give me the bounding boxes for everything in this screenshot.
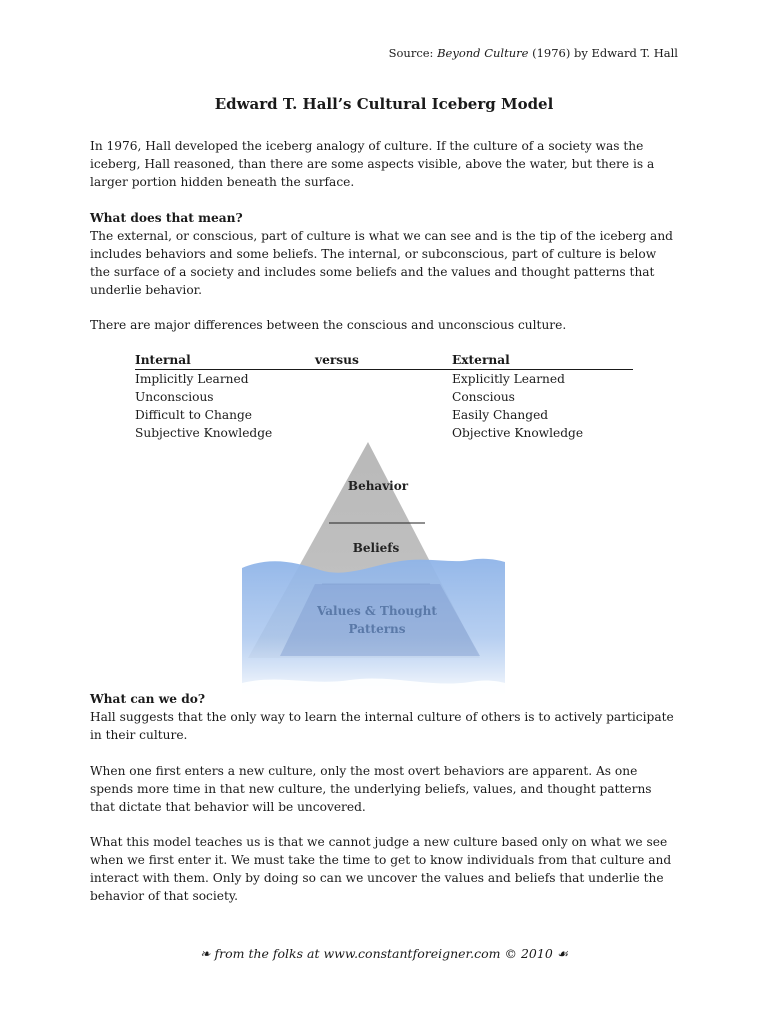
source-book-title: Beyond Culture [437,46,529,60]
meaning-text: The external, or conscious, part of culture is what we can see and is the tip of the iceberg and includes behaviors and some beliefs. The internal, or subconscious, part of culture is below the surface of a society and includes some beliefs and the values and thought patterns that underlie behavior. [90,229,673,297]
source-prefix: Source: [388,46,438,60]
enter-culture-paragraph: When one first enters a new culture, only the most overt behaviors are apparent. As one spends more time in that new culture, the underlying beliefs, values, and thought patterns that dictate that behavior will be uncovered. [90,764,652,814]
header-external: External [452,353,510,367]
iceberg-values-line2: Patterns [348,622,406,636]
todo-section [90,690,680,744]
source-suffix: (1976) by Edward T. Hall [528,46,678,60]
internal-cell: Implicitly Learned [135,372,249,386]
footer-credit: ❧ from the folks at www.constantforeigner.com © 2010 ☙ [200,946,568,961]
comparison-table [135,351,633,442]
table-row [135,406,633,424]
meaning-section [90,209,680,299]
external-cell: Easily Changed [452,408,549,422]
intro-paragraph: In 1976, Hall developed the iceberg analogy of culture. If the culture of a society was the iceberg, Hall reasoned, than there are some aspects visible, above the water, but there is a larger portion hidden beneath the surface. [90,139,655,189]
external-cell: Objective Knowledge [452,426,584,440]
todo-heading: What can we do? [90,692,206,706]
iceberg-diagram [240,438,505,700]
header-versus: versus [315,353,359,367]
internal-cell: Subjective Knowledge [135,426,273,440]
external-cell: Explicitly Learned [452,372,565,386]
iceberg-illustration [240,438,505,700]
iceberg-values-line1: Values & Thought [317,604,437,618]
table-row [135,388,633,406]
external-cell: Conscious [452,390,515,404]
internal-cell: Unconscious [135,390,214,404]
source-citation [389,46,678,60]
header-internal: Internal [135,353,191,367]
comparison-header-row [135,351,633,370]
differences-paragraph: There are major differences between the conscious and unconscious culture. [90,318,567,332]
page-title: Edward T. Hall’s Cultural Iceberg Model [214,95,554,113]
iceberg-behavior-label: Behavior [347,479,409,493]
meaning-heading: What does that mean? [90,211,243,225]
table-row [135,370,633,388]
iceberg-values-label [297,602,457,638]
internal-cell: Difficult to Change [135,408,252,422]
todo-text: Hall suggests that the only way to learn the internal culture of others is to actively participate in their culture. [90,710,674,742]
model-teaches-paragraph: What this model teaches us is that we cannot judge a new culture based only on what we see when we first enter it. We must take the time to get to know individuals from that culture and interact with them. Only by doing so can we uncover the values and beliefs that underlie the behavior of that society. [90,835,672,903]
iceberg-beliefs-label: Beliefs [352,541,400,555]
